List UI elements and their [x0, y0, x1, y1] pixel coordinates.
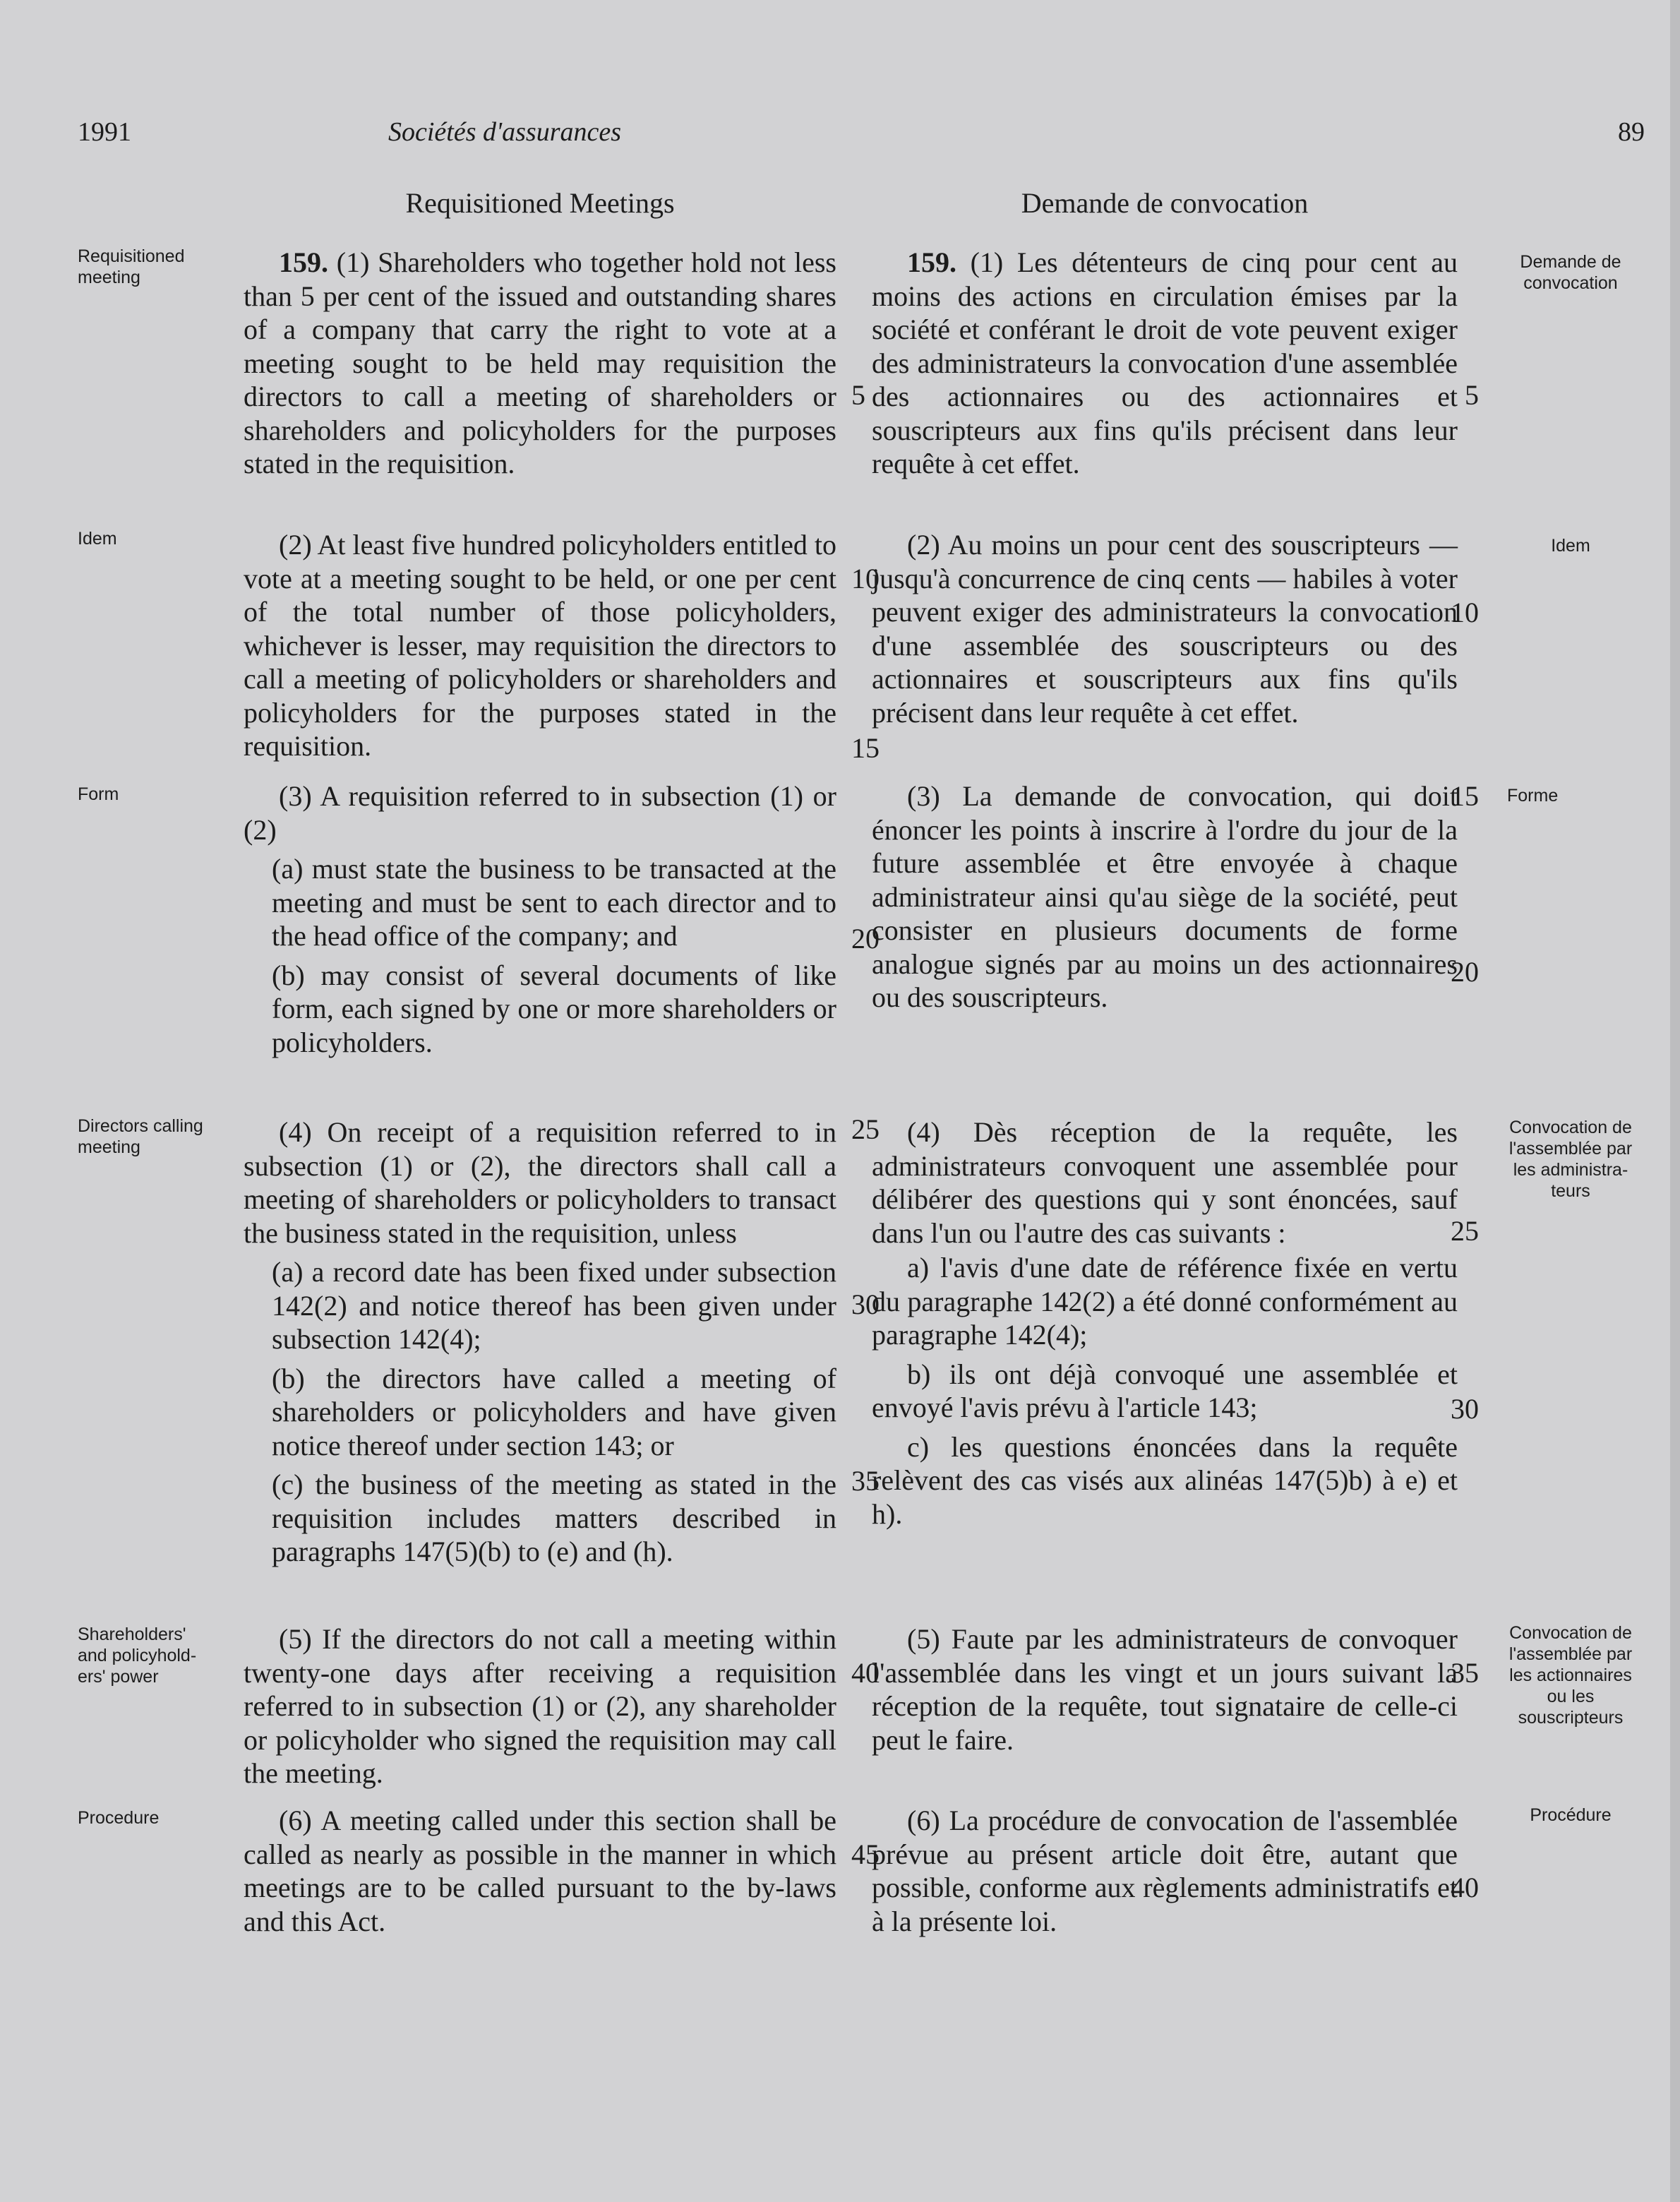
english-s1	[244, 246, 836, 481]
line-number: 15	[851, 732, 880, 764]
margin-note-directors-calling-meeting: Directors calling meeting	[78, 1116, 203, 1157]
english-s4-b: (b) the directors have called a meeting of shareholders or policyholders and have given notice thereof under section 143; or	[272, 1362, 836, 1461]
line-number: 35	[851, 1465, 880, 1497]
margin-note-procedure: Procedure	[78, 1808, 160, 1828]
line-number-fr: 25	[1451, 1215, 1479, 1247]
margin-note-idem: Idem	[78, 529, 117, 549]
margin-note-form: Form	[78, 784, 119, 804]
french-s4-intro: (4) Dès réception de la requête, les administrateurs convoquent une assemblée pour délibérer des questions qui y sont énoncées, sauf dans l'un ou l'autre des cas suivants :	[872, 1116, 1458, 1249]
english-s4-a: (a) a record date has been fixed under subsection 142(2) and notice thereof has been given under subsection 142(4);	[272, 1256, 836, 1355]
english-s4-c: (c) the business of the meeting as stated in the requisition includes matters described in paragraphs 147(5)(b) to (e) and (h).	[272, 1468, 836, 1567]
english-s3-intro: (3) A requisition referred to in subsection (1) or (2)	[244, 780, 836, 846]
english-s3-b: (b) may consist of several documents of like form, each signed by one or more shareholders or policyholders.	[272, 959, 836, 1058]
margin-note-convocation-actionnaires: Convocation de l'assemblée par les actionnaires ou les souscripteurs	[1508, 1623, 1633, 1728]
english-s5: (5) If the directors do not call a meeting within twenty-one days after receiving a requisition referred to in subsection (1) or (2), any shareholder or policyholder who signed the requisition may call the meeting.	[244, 1623, 836, 1789]
english-s6: (6) A meeting called under this section shall be called as nearly as possible in the manner in which meetings are to be called pursuant to the by-laws and this Act.	[244, 1805, 836, 1937]
french-s4-b: b) ils ont déjà convoqué une assemblée et envoyé l'avis prévu à l'article 143;	[872, 1358, 1458, 1423]
margin-note-forme: Forme	[1507, 786, 1559, 806]
english-s2: (2) At least five hundred policyholders entitled to vote at a meeting sought to be held, or one per cent of the total number of those policyholders, whichever is lesser, may requisition the directors to call a meeting of policyholders or shareholders and policyholders for the purposes stated in the requisition.	[244, 529, 836, 762]
line-number: 40	[851, 1657, 880, 1689]
french-s1	[872, 246, 1458, 481]
margin-note-convocation-administrateurs: Convocation de l'assemblée par les administra-teurs	[1508, 1118, 1633, 1201]
running-head-title: Sociétés d'assurances	[388, 117, 621, 147]
english-s3-a: (a) must state the business to be transacted at the meeting and must be sent to each director and to the head office of the company; and	[272, 853, 836, 952]
english-s1-text: (1) Shareholders who together hold not less than 5 per cent of the issued and outstanding shares of a company that carry the right to vote at a meeting sought to be held may requisition the directors to call a meeting of shareholders or shareholders and policyholders for the purposes stated in the requisition.	[244, 246, 836, 479]
section-number: 159.	[279, 246, 328, 278]
margin-note-idem-fr: Idem	[1551, 536, 1590, 556]
french-s4	[872, 1115, 1458, 1531]
margin-note-shareholders-power: Shareholders' and policyhold-ers' power	[78, 1624, 197, 1687]
line-number-fr: 35	[1451, 1657, 1479, 1689]
french-s5: (5) Faute par les administrateurs de convoquer l'assemblée dans les vingt et un jours suivant la réception de la requête, tout signataire de celle-ci peut le faire.	[872, 1623, 1458, 1756]
running-head-year: 1991	[78, 117, 131, 147]
line-number: 10	[851, 563, 880, 594]
line-number-fr: 10	[1451, 597, 1479, 628]
margin-note-procedure-fr: Procédure	[1530, 1805, 1612, 1825]
french-s6: (6) La procédure de convocation de l'assemblée prévue au présent article doit être, autant que possible, conforme aux règlements administratifs et à la présente loi.	[872, 1805, 1458, 1937]
line-number-fr: 20	[1451, 956, 1479, 988]
page-number: 89	[1618, 117, 1645, 147]
line-number: 45	[851, 1838, 880, 1870]
line-number-fr: 5	[1465, 379, 1479, 411]
margin-note-requisitioned-meeting: Requisitioned meeting	[78, 246, 185, 287]
heading-french: Demande de convocation	[1021, 187, 1309, 219]
line-number-fr: 15	[1451, 780, 1479, 812]
line-number: 25	[851, 1113, 880, 1145]
line-number-fr: 30	[1451, 1393, 1479, 1425]
french-s1-text: (1) Les détenteurs de cinq pour cent au moins des actions en circulation émises par la société et conférant le droit de vote peuvent exiger des administrateurs la convocation d'une assemblée des actionnaires ou des actionnaires et souscripteurs aux fins qu'ils précisent dans leur requête à cet effet.	[872, 246, 1458, 479]
line-number: 5	[851, 379, 865, 411]
english-s4-intro: (4) On receipt of a requisition referred to in subsection (1) or (2), the directors shall call a meeting of shareholders or policyholders to transact the business stated in the requisition, unless	[244, 1116, 836, 1249]
heading-english: Requisitioned Meetings	[405, 187, 675, 219]
line-number-fr: 40	[1451, 1872, 1479, 1903]
french-s3: (3) La demande de convocation, qui doit énoncer les points à inscrire à l'ordre du jour de la future assemblée et être envoyée à chaque administrateur ainsi qu'au siège de la société, peut consister en plusieurs documents de forme analogue signés par au moins un des actionnaires ou des souscripteurs.	[872, 780, 1458, 1013]
english-s3	[244, 779, 836, 1059]
english-s4	[244, 1115, 836, 1569]
line-number: 30	[851, 1288, 880, 1320]
section-number-fr: 159.	[907, 246, 956, 278]
page-edge-shadow	[1670, 0, 1680, 2202]
french-s4-c: c) les questions énoncées dans la requête relèvent des cas visés aux alinéas 147(5)b) à e) et h).	[872, 1430, 1458, 1530]
french-s4-a: a) l'avis d'une date de référence fixée en vertu du paragraphe 142(2) a été donné conformément au paragraphe 142(4);	[872, 1252, 1458, 1351]
french-s2: (2) Au moins un pour cent des souscripteurs — jusqu'à concurrence de cinq cents — habiles à voter peuvent exiger des administrateurs la convocation d'une assemblée des souscripteurs ou des actionnaires et souscripteurs aux fins qu'ils précisent dans leur requête à cet effet.	[872, 529, 1458, 729]
line-number: 20	[851, 923, 880, 955]
margin-note-demande-de-convocation: Demande de convocation	[1520, 252, 1621, 293]
